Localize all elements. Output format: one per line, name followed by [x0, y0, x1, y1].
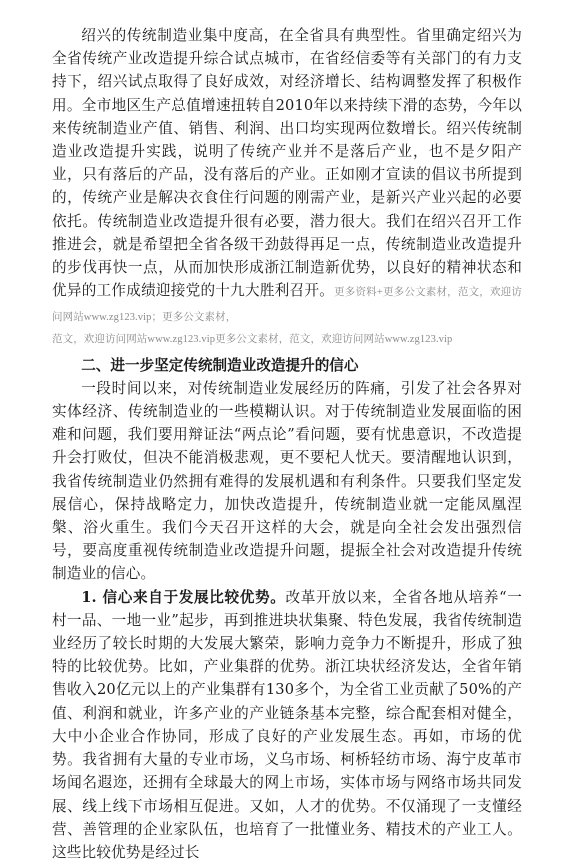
section-heading: 二、进一步坚定传统制造业改造提升的信心	[81, 356, 359, 374]
paragraph-3-text: 改革开放以来，全省各地从培养“一村一品、一地一业”起步，再到推进块状集聚、特色发展，我省传统制造业经历了较长时期的大发展大繁荣，影响力竞争力不断提升，形成了独特的比较优势。比如，产业集群的优势。浙江块状经济发达，全省年销售收入20亿元以上的产业集群有130多个，为全省工业贡献了50%的产值、利润和就业，许多产业的产业链条基本完整，综合配套相对健全，大中小企业合作协同，形成了良好的产业发展生态。再如，市场的优势。我省拥有大量的专业市场，义乌市场、柯桥轻纺市场、海宁皮革市场闻名遐迩，还拥有全球最大的网上市场，实体市场与网络市场共同发展、线上线下市场相互促进。又如，人才的优势。不仅涌现了一支懂经营、善管理的企业家队伍，也培育了一批懂业务、精技术的产业工人。这些比较优势是经过长	[52, 588, 522, 861]
paragraph-1	[52, 24, 522, 330]
watermark-line: 范文，欢迎访问网站www.zg123.vip更多公文素材，范文，欢迎访问网站www.zg123.vip	[52, 333, 453, 345]
watermark-inline: 更多资料+更多公文素材，范文，欢迎访问网站www.zg123.vip；更多公文素材，	[52, 287, 522, 324]
paragraph-3	[52, 586, 522, 864]
paragraph-2: 一段时间以来，对传统制造业发展经历的阵痛，引发了社会各界对实体经济、传统制造业的一些模糊认识。对于传统制造业发展面临的困难和问题，我们要用辩证法“两点论”看问题，要有忧患意识，不改造提升会打败仗，但决不能消极悲观，更不要杞人忧天。要清醒地认识到，我省传统制造业仍然拥有难得的发展机遇和有利条件。只要我们坚定发展信心，保持战略定力，加快改造提升，传统制造业就一定能凤凰涅槃、浴火重生。我们今天召开这样的大会，就是向全社会发出强烈信号，要高度重视传统制造业改造提升问题，提振全社会对改造提升传统制造业的信心。	[52, 379, 522, 583]
paragraph-1-text: 绍兴的传统制造业集中度高，在全省具有典型性。省里确定绍兴为全省传统产业改造提升综合试点城市，在省经信委等有关部门的有力支持下，绍兴试点取得了良好成效，对经济增长、结构调整发挥了积极作用。全市地区生产总值增速扭转自2010年以来持续下滑的态势，今年以来传统制造业产值、销售、利润、出口均实现两位数增长。绍兴传统制造业改造提升实践，说明了传统产业并不是落后产业，也不是夕阳产业，只有落后的产品，没有落后的产业。正如刚才宣读的倡议书所提到的，传统产业是解决衣食住行问题的刚需产业，是新兴产业兴起的必要依托。传统制造业改造提升很有必要，潜力很大。我们在绍兴召开工作推进会，就是希望把全省各级干劲鼓得再足一点，传统制造业改造提升的步伐再快一点，从而加快形成浙江制造新优势，以良好的精神状态和优异的工作成绩迎接党的十九大胜利召开。	[52, 27, 522, 300]
point-1-lead: 1. 信心来自于发展比较优势。	[81, 588, 286, 606]
document-page	[52, 24, 522, 864]
